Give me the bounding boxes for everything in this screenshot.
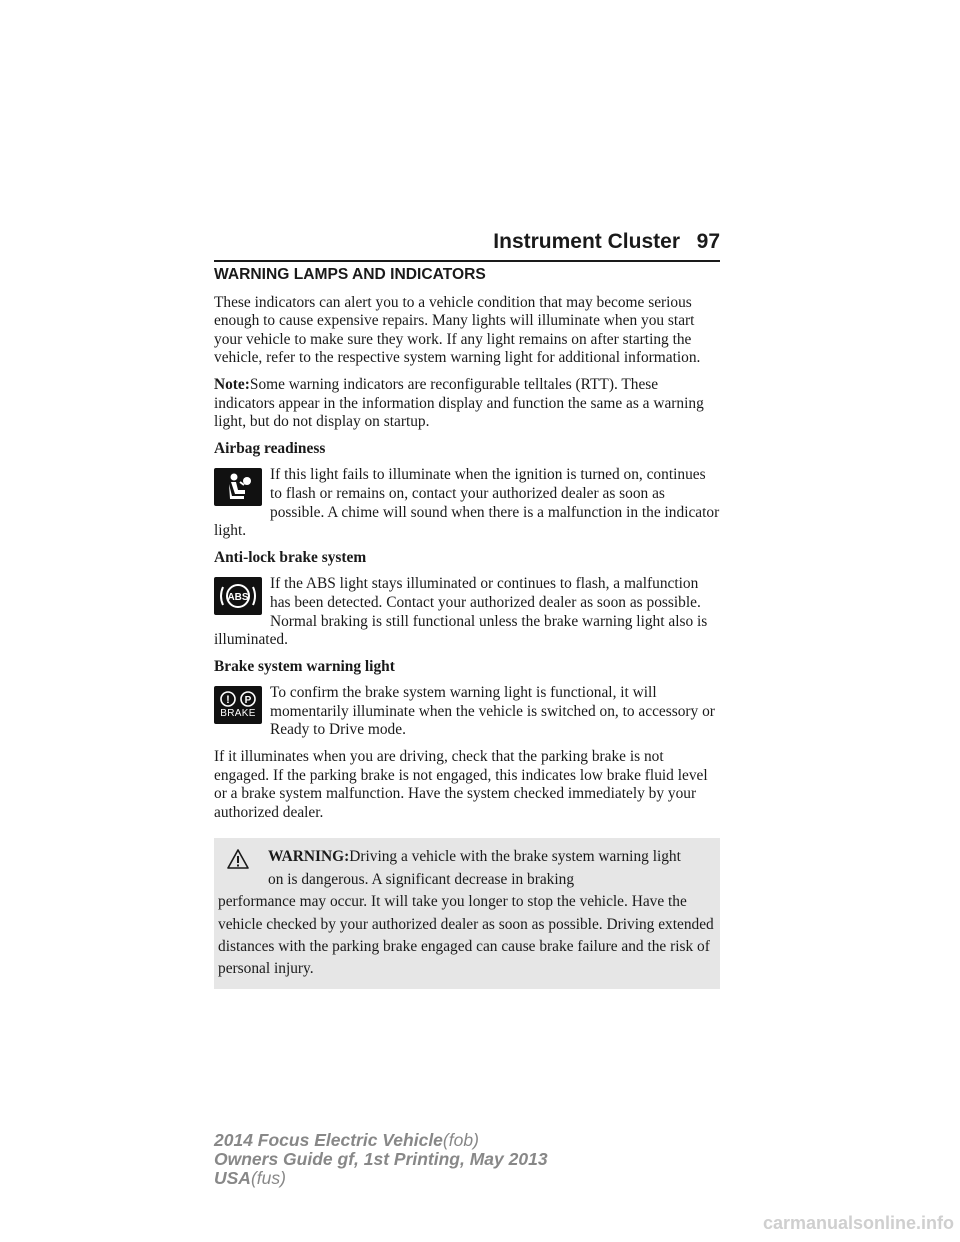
- airbag-text: If this light fails to illuminate when the ignition is turned on, continues to flash or remains on, contact your authorized dealer as soon as possible. A chime will sound when there is a malfunction in the indicator light.: [214, 466, 720, 540]
- footer-market: USA: [214, 1168, 251, 1188]
- airbag-icon: [214, 468, 262, 506]
- abs-icon-text: ABS: [227, 592, 249, 604]
- brake-block: [214, 684, 720, 740]
- watermark: carmanualsonline.info: [762, 1213, 954, 1233]
- footer-line-3: [214, 1169, 714, 1188]
- note-label: Note:: [214, 375, 250, 393]
- airbag-heading: Airbag readiness: [214, 439, 326, 457]
- svg-text:!: !: [226, 694, 230, 707]
- footer-market-code: (fus): [250, 1168, 286, 1188]
- page-number: 97: [696, 230, 720, 253]
- brake-text: To confirm the brake system warning light is functional, it will momentarily illuminate when the vehicle is switched on, to accessory or Ready to Drive mode.: [270, 684, 715, 739]
- footer-printing: Owners Guide gf, 1st Printing, May 2013: [214, 1149, 548, 1169]
- footer-vehicle: 2014 Focus Electric Vehicle: [214, 1130, 443, 1150]
- page-header: [214, 228, 720, 262]
- airbag-block: [214, 466, 720, 540]
- warning-box: [214, 838, 720, 988]
- chapter-title: Instrument Cluster: [493, 230, 680, 253]
- section-heading: WARNING LAMPS AND INDICATORS: [214, 266, 486, 283]
- abs-heading: Anti-lock brake system: [214, 548, 367, 566]
- brake-icon: [214, 686, 262, 724]
- warning-text-first: Driving a vehicle with the brake system warning light on is dangerous. A significant decrease in braking: [268, 848, 681, 888]
- abs-text: If the ABS light stays illuminated or continues to flash, a malfunction has been detected. Contact your authorized dealer as soon as possible. Normal braking is still functional unless the brake warning light also is illuminated.: [214, 575, 708, 649]
- intro-paragraph: These indicators can alert you to a vehicle condition that may become serious enough to cause expensive repairs. Many lights will illuminate when you start your vehicle to make sure they work. If any light remains on after starting the vehicle, refer to the respective system warning light for additional information.: [214, 293, 701, 367]
- warning-text-rest: performance may occur. It will take you longer to stop the vehicle. Have the vehicle checked by your authorized dealer as soon as possible. Driving extended distances with the parking brake engaged can cause brake failure and the risk of personal injury.: [218, 893, 714, 978]
- footer: [214, 1131, 714, 1188]
- svg-text:P: P: [244, 695, 252, 707]
- warning-label: WARNING:: [268, 848, 350, 866]
- note-text: Some warning indicators are reconfigurable telltales (RTT). These indicators appear in the information display and function the same as a warning light, but do not display on startup.: [214, 375, 704, 431]
- brake-heading: Brake system warning light: [214, 657, 395, 675]
- page-content: [214, 266, 720, 989]
- brake-followup-paragraph: If it illuminates when you are driving, check that the parking brake is not engaged. If the parking brake is not engaged, this indicates low brake fluid level or a brake system malfunction. Have the system checked immediately by your authorized dealer.: [214, 748, 708, 821]
- abs-icon: [214, 577, 262, 615]
- warning-triangle-icon: [226, 848, 250, 870]
- footer-line-1: [214, 1131, 714, 1150]
- footer-line-2: [214, 1150, 714, 1169]
- footer-vehicle-code: (fob): [442, 1130, 479, 1150]
- abs-block: [214, 575, 720, 649]
- warning-first-lines: [262, 846, 714, 891]
- note-paragraph: [214, 376, 720, 432]
- brake-icon-label: BRAKE: [220, 707, 256, 719]
